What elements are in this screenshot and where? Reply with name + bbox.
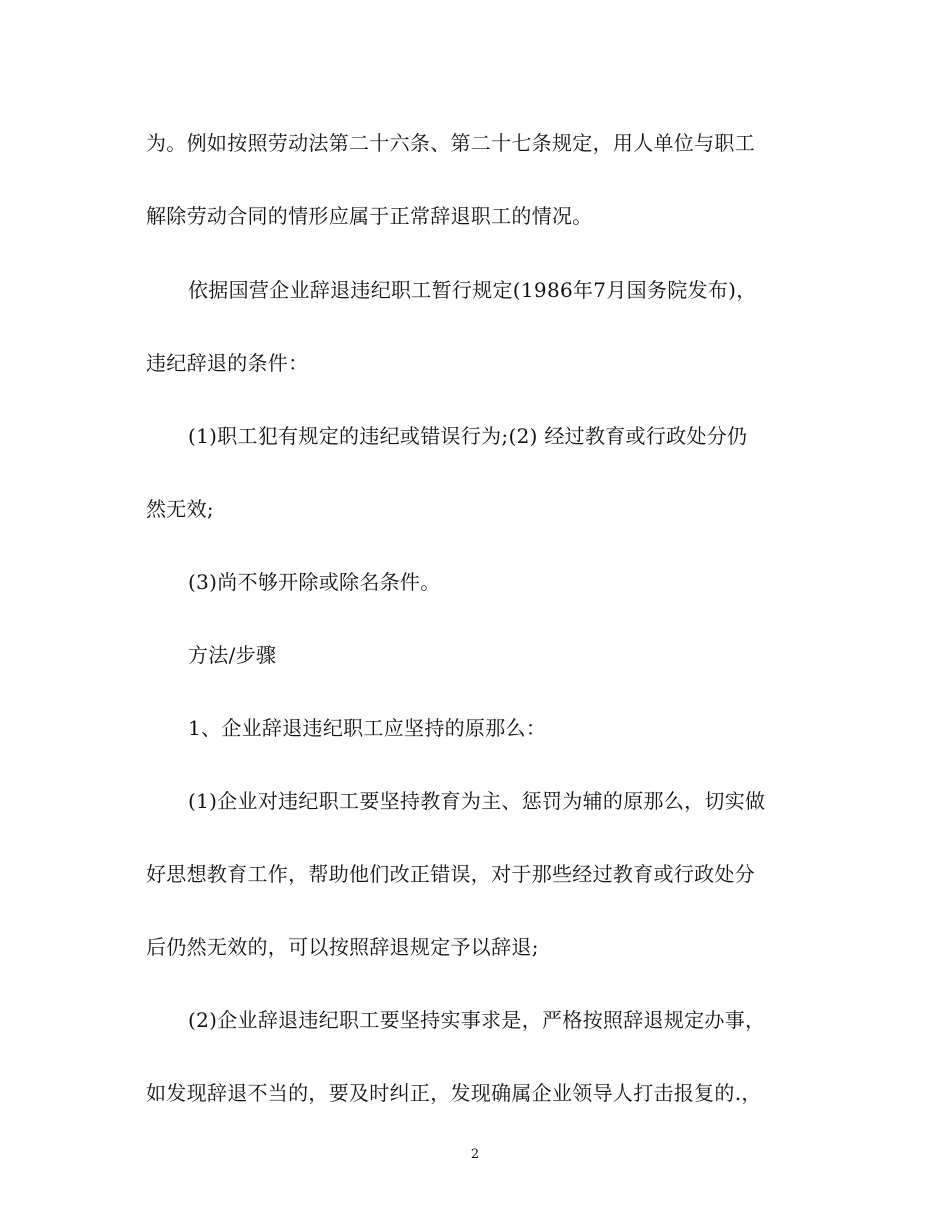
text-line-6: 然无效; xyxy=(146,497,214,521)
text-line-4: 违纪辞退的条件： xyxy=(146,351,309,375)
text-line-7: (3)尚不够开除或除名条件。 xyxy=(188,570,441,594)
text-line-3: 依据国营企业辞退违纪职工暂行规定(1986年7月国务院发布)， xyxy=(188,278,757,302)
text-line-5: (1)职工犯有规定的违纪或错误行为;(2) 经过教育或行政处分仍 xyxy=(188,424,748,448)
text-line-1: 为。例如按照劳动法第二十六条、第二十七条规定，用人单位与职工 xyxy=(146,131,755,155)
text-line-2: 解除劳动合同的情形应属于正常辞退职工的情况。 xyxy=(146,204,593,228)
text-line-12: 后仍然无效的，可以按照辞退规定予以辞退; xyxy=(146,935,539,959)
text-line-13: (2)企业辞退违纪职工要坚持实事求是，严格按照辞退规定办事， xyxy=(188,1008,766,1032)
text-line-9: 1、企业辞退违纪职工应坚持的原那么： xyxy=(188,716,547,740)
page-number: 2 xyxy=(470,1147,480,1162)
text-line-14: 如发现辞退不当的，要及时纠正，发现确属企业领导人打击报复的.， xyxy=(146,1081,762,1105)
section-heading: 方法/步骤 xyxy=(188,643,277,667)
text-line-11: 好思想教育工作，帮助他们改正错误，对于那些经过教育或行政处分 xyxy=(146,862,755,886)
text-line-10: (1)企业对违纪职工要坚持教育为主、惩罚为辅的原那么，切实做 xyxy=(188,789,766,813)
